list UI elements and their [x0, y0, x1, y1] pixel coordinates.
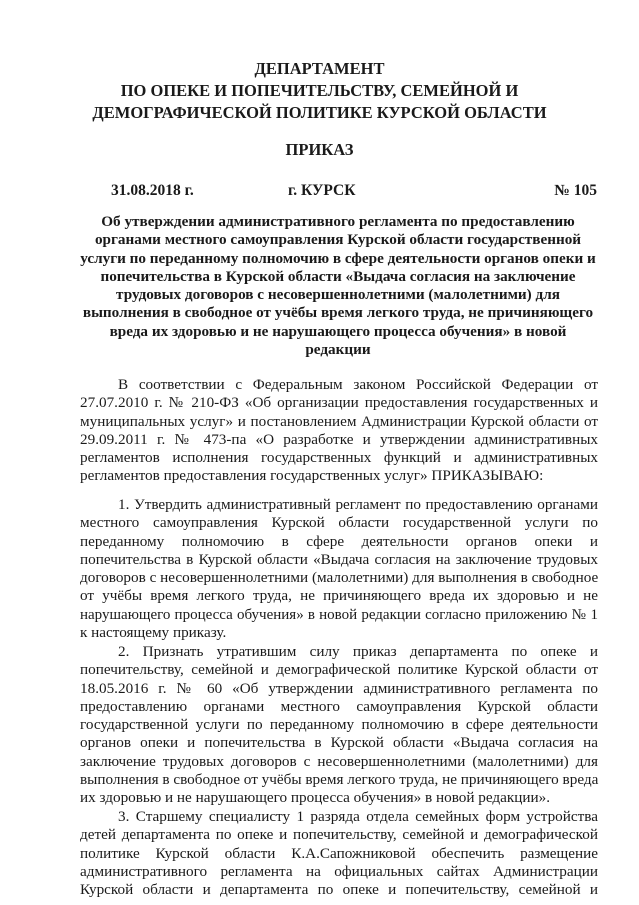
clause-line: попечительства в Курской области «Выдача согласия на заключение трудовых	[80, 550, 598, 568]
clause-line: нарушающего процесса обучения» в новой редакции согласно приложению № 1	[80, 606, 598, 623]
subject-line: трудовых договоров с несовершеннолетними (малолетними) для	[116, 286, 560, 304]
clause-1	[80, 496, 598, 642]
order-title: ПРИКАЗ	[285, 140, 354, 159]
subject-line: выполнения в свободное от учёбы время легкого труда, не причиняющего	[82, 304, 594, 322]
clause-line: 2. Признать утратившим силу приказ департамента по опеке и	[118, 643, 598, 660]
department-header	[0, 58, 639, 124]
subject-line: Об утверждении административного регламента по предоставлению	[101, 213, 575, 230]
clause-line: Курской области и департамента по опеке и попечительству, семейной и	[80, 881, 598, 899]
order-meta	[111, 180, 597, 202]
clause-line: предоставлению органами местного самоуправления Курской области	[80, 697, 598, 715]
header-line: ДЕМОГРАФИЧЕСКОЙ ПОЛИТИКЕ КУРСКОЙ ОБЛАСТИ	[92, 103, 547, 122]
header-line: ДЕПАРТАМЕНТ	[254, 59, 385, 78]
clause-line: 3. Старшему специалисту 1 разряда отдела семейных форм устройства	[118, 808, 598, 825]
clause-line: от учёбы время легкого труда, не причиняющего вреда их здоровью и не	[80, 587, 598, 605]
clause-line: органов опеки и попечительства в Курской области «Выдача согласия на	[80, 734, 598, 752]
header-line: ПО ОПЕКЕ И ПОПЕЧИТЕЛЬСТВУ, СЕМЕЙНОЙ И	[120, 81, 519, 100]
subject-line: услуги по переданному полномочию в сфере деятельности органов опеки и	[80, 249, 596, 267]
preamble-line: муниципальных услуг» и постановлением Администрации Курской области от	[80, 412, 598, 430]
clause-line: их здоровью и не нарушающего процесса обучения» в новой редакции».	[80, 789, 551, 807]
preamble-line: регламентов предоставления государственных услуг» ПРИКАЗЫВАЮ:	[80, 467, 544, 485]
preamble-line: 27.07.2010 г. № 210-ФЗ «Об организации предоставления государственных и	[80, 394, 598, 412]
clause-line: 1. Утвердить административный регламент по предоставлению органами	[118, 496, 598, 513]
order-subject	[78, 213, 598, 359]
clause-line: попечительству, семейной и демографической политике Курской области от	[80, 661, 598, 679]
clause-line: выполнения в свободное от учёбы время легкого труда, не причиняющего вреда	[80, 771, 599, 789]
order-city: г. КУРСК	[288, 182, 356, 199]
subject-line: попечительства в Курской области «Выдача согласия на заключение	[100, 267, 576, 285]
clause-line: заключение трудовых договоров с несовершеннолетними (малолетними) для	[80, 752, 598, 770]
subject-line: редакции	[305, 341, 371, 359]
clause-2	[80, 643, 598, 808]
clause-line: договоров с несовершеннолетними (малолетними) для выполнения в свободное	[80, 569, 599, 587]
clause-line: детей департамента по опеке и попечительству, семейной и демографической	[80, 826, 598, 844]
clause-line: к настоящему приказу.	[80, 624, 227, 642]
preamble-line: В соответствии с Федеральным законом Российской Федерации от	[118, 376, 598, 393]
clause-line: политике Курской области К.А.Сапожниковой обеспечить размещение	[80, 844, 598, 862]
order-number: № 105	[554, 182, 597, 199]
clause-line: 18.05.2016 г. № 60 «Об утверждении административного регламента по	[80, 679, 598, 697]
preamble-paragraph	[80, 376, 598, 486]
preamble-line: 29.09.2011 г. № 473-па «О разработке и утверждении административных	[80, 430, 598, 448]
clause-line: административного регламента на официальных сайтах Администрации	[80, 862, 598, 880]
preamble-line: регламентов исполнения государственных функций и административных	[80, 449, 598, 467]
subject-line: вреда их здоровью и не нарушающего процесса обучения» в новой	[109, 322, 567, 340]
clause-line: местного самоуправления Курской области государственной услуги по	[80, 514, 598, 532]
subject-line: органами местного самоуправления Курской области государственной	[94, 231, 582, 249]
clause-line: государственной услуги по переданному полномочию в сфере деятельности	[80, 716, 598, 734]
clause-line: переданному полномочию в сфере деятельности органов опеки и	[80, 532, 598, 550]
order-date: 31.08.2018 г.	[111, 182, 194, 199]
clause-3	[80, 808, 598, 899]
